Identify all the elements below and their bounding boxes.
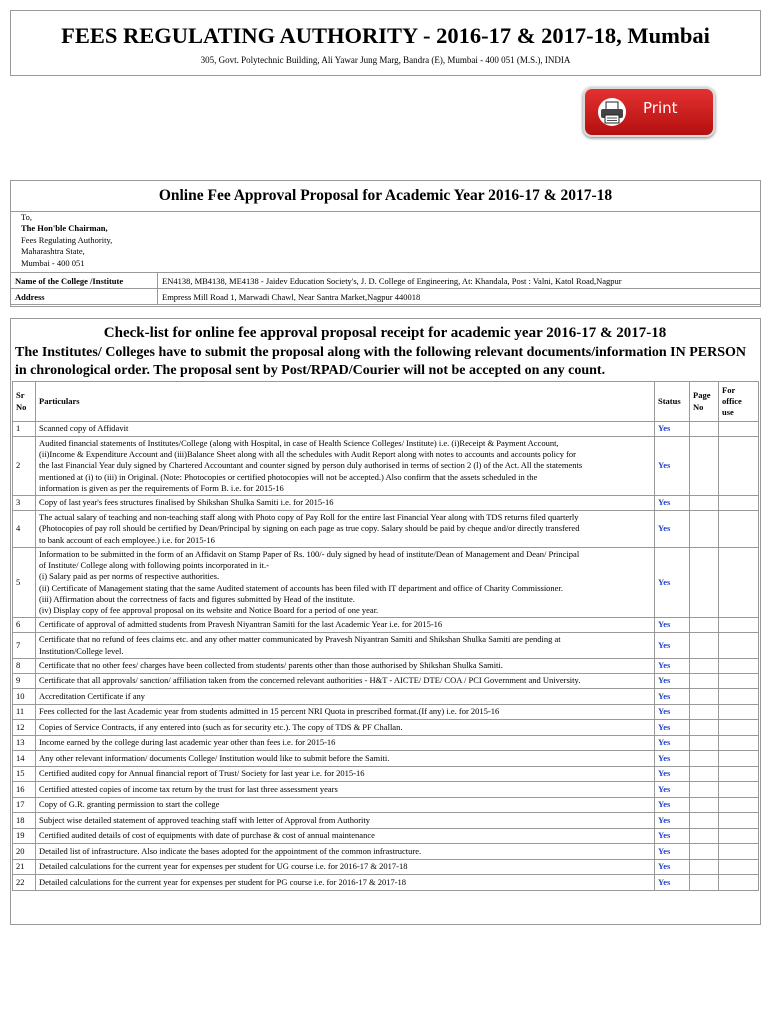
row-sr: 3 xyxy=(13,496,36,511)
addressee-line: Fees Regulating Authority, xyxy=(21,234,113,245)
header-status: Status xyxy=(655,382,690,422)
row-sr: 4 xyxy=(13,511,36,548)
row-page-no xyxy=(690,704,719,720)
row-status: Yes xyxy=(655,782,690,798)
row-status: Yes xyxy=(655,618,690,633)
row-office-use xyxy=(719,735,759,751)
row-sr: 16 xyxy=(13,782,36,798)
row-sr: 14 xyxy=(13,751,36,767)
row-status: Yes xyxy=(655,720,690,736)
row-office-use xyxy=(719,674,759,689)
row-page-no xyxy=(690,766,719,782)
print-label: Print xyxy=(643,99,678,117)
row-office-use xyxy=(719,828,759,844)
row-page-no xyxy=(690,618,719,633)
checklist-title: Check-list for online fee approval proposal receipt for academic year 2016-17 & 2017-18 xyxy=(103,325,667,341)
row-sr: 17 xyxy=(13,797,36,813)
table-row xyxy=(13,689,759,705)
row-sr: 22 xyxy=(13,875,36,891)
divider xyxy=(11,211,760,212)
row-particulars: Copies of Service Contracts, if any entered into (such as for security etc.). The copy of TDS & PF Challan. xyxy=(36,720,655,736)
table-row xyxy=(13,782,759,798)
row-page-no xyxy=(690,813,719,829)
row-sr: 8 xyxy=(13,659,36,674)
row-page-no xyxy=(690,735,719,751)
row-particulars: Detailed calculations for the current year for expenses per student for PG course i.e. for 2016-17 & 2017-18 xyxy=(36,875,655,891)
row-status: Yes xyxy=(655,548,690,618)
row-particulars: Audited financial statements of Institutes/College (along with Hospital, in case of Health Science Colleges/ Institute) i.e. (i)Receipt & Payment Account, (ii)Income & Expenditure Account and (iii)Balance Sheet along with all the schedules with Audit Report along with notes to accounts and accounts policy for the last Financial Year duly signed by Chartered Accountant and counter signed by person duly authorised in terms of section 2 (l) of the Act. All the statements mentioned at (i) to (iii) in Original. (Note: Photocopies or certified photocopies will not be accepted.) Also confirm that the assets scheduled in the information is given as per the requirements of Form B. i.e. for 2015-16 xyxy=(36,437,655,496)
row-sr: 18 xyxy=(13,813,36,829)
header-particulars: Particulars xyxy=(36,382,655,422)
row-page-no xyxy=(690,496,719,511)
row-sr: 15 xyxy=(13,766,36,782)
row-office-use xyxy=(719,496,759,511)
row-sr: 21 xyxy=(13,859,36,875)
row-status: Yes xyxy=(655,659,690,674)
row-office-use xyxy=(719,633,759,659)
row-status: Yes xyxy=(655,496,690,511)
table-row xyxy=(13,844,759,860)
table-row xyxy=(13,813,759,829)
row-particulars: Certified audited copy for Annual financial report of Trust/ Society for last year i.e. for 2015-16 xyxy=(36,766,655,782)
row-sr: 20 xyxy=(13,844,36,860)
table-row xyxy=(13,751,759,767)
college-value: EN4138, MB4138, ME4138 - Jaidev Education Society's, J. D. College of Engineering, At: Khandala, Post : Valni, Katol Road,Nagpur xyxy=(158,273,761,289)
row-office-use xyxy=(719,704,759,720)
row-status: Yes xyxy=(655,766,690,782)
row-page-no xyxy=(690,782,719,798)
table-row xyxy=(13,674,759,689)
addressee-block xyxy=(21,212,112,269)
row-particulars: Information to be submitted in the form of an Affidavit on Stamp Paper of Rs. 100/- duly signed by head of institute/Dean of Management and Dean/ Principal of Institute/ College along with following points incorporated in it.- (i) Salary paid as per norms of respective authorities. (ii) Certificate of Management stating that the same Audited statement of accounts has been filed with IT department and office of Charity Commissioner. (iii) Affirmation about the correctness of facts and figures submitted by Head of the institute. (iv) Display copy of fee approval proposal on its website and Notice Board for a period of one year. xyxy=(36,548,655,618)
row-office-use xyxy=(719,422,759,437)
row-status: Yes xyxy=(655,735,690,751)
address-row xyxy=(11,289,761,305)
row-office-use xyxy=(719,689,759,705)
table-row xyxy=(13,422,759,437)
table-row xyxy=(13,437,759,496)
row-particulars: Certificate that no other fees/ charges have been collected from students/ parents other than those authorised by Shikshan Shulka Samiti. xyxy=(36,659,655,674)
row-particulars: Certificate that all approvals/ sanction/ affiliation taken from the concerned relevant authorities - H&T - AICTE/ DTE/ COA / PCI Government and University. xyxy=(36,674,655,689)
table-row xyxy=(13,797,759,813)
row-particulars: Detailed calculations for the current year for expenses per student for UG course i.e. for 2016-17 & 2017-18 xyxy=(36,859,655,875)
header-sr: Sr No xyxy=(13,382,36,422)
bottom-divider xyxy=(10,924,761,925)
header-office: For office use xyxy=(719,382,759,422)
header-box xyxy=(10,10,761,76)
row-particulars: Certificate that no refund of fees claims etc. and any other matter communicated by Pravesh Niyantran Samiti and Shikshan Shulka Samiti are pending at Institution/College level. xyxy=(36,633,655,659)
row-particulars: Certificate of approval of admitted students from Pravesh Niyantran Samiti for the last Academic Year i.e. for 2015-16 xyxy=(36,618,655,633)
row-particulars: Fees collected for the last Academic year from students admitted in 15 percent NRI Quota in prescribed format.(If any) i.e. for 2015-16 xyxy=(36,704,655,720)
college-label: Name of the College /Institute xyxy=(11,273,158,289)
table-row xyxy=(13,659,759,674)
table-row xyxy=(13,735,759,751)
row-particulars: Subject wise detailed statement of approved teaching staff with letter of Approval from Authority xyxy=(36,813,655,829)
address-value: Empress Mill Road 1, Marwadi Chawl, Near Santra Market,Nagpur 440018 xyxy=(158,289,761,305)
table-row xyxy=(13,633,759,659)
row-office-use xyxy=(719,813,759,829)
table-row xyxy=(13,496,759,511)
row-office-use xyxy=(719,511,759,548)
proposal-title: Online Fee Approval Proposal for Academic Year 2016-17 & 2017-18 xyxy=(158,187,613,204)
row-page-no xyxy=(690,674,719,689)
row-office-use xyxy=(719,659,759,674)
row-sr: 9 xyxy=(13,674,36,689)
row-sr: 12 xyxy=(13,720,36,736)
row-page-no xyxy=(690,659,719,674)
checklist-table xyxy=(12,381,759,891)
row-sr: 6 xyxy=(13,618,36,633)
row-office-use xyxy=(719,859,759,875)
row-office-use xyxy=(719,797,759,813)
row-sr: 2 xyxy=(13,437,36,496)
row-sr: 5 xyxy=(13,548,36,618)
row-status: Yes xyxy=(655,437,690,496)
table-row xyxy=(13,859,759,875)
row-page-no xyxy=(690,751,719,767)
address-label: Address xyxy=(11,289,158,305)
row-sr: 13 xyxy=(13,735,36,751)
row-page-no xyxy=(690,548,719,618)
checklist-body xyxy=(13,422,759,891)
row-page-no xyxy=(690,828,719,844)
addressee-line: Mumbai - 400 051 xyxy=(21,257,85,268)
row-page-no xyxy=(690,422,719,437)
print-button[interactable] xyxy=(583,87,715,137)
row-office-use xyxy=(719,875,759,891)
row-status: Yes xyxy=(655,633,690,659)
checklist-header-row xyxy=(13,382,759,422)
row-office-use xyxy=(719,751,759,767)
row-particulars: Copy of last year's fees structures finalised by Shikshan Shulka Samiti i.e. for 2015-16 xyxy=(36,496,655,511)
table-row xyxy=(13,828,759,844)
row-sr: 7 xyxy=(13,633,36,659)
row-office-use xyxy=(719,844,759,860)
row-particulars: Scanned copy of Affidavit xyxy=(36,422,655,437)
addressee-line: Maharashtra State, xyxy=(21,246,85,257)
row-sr: 10 xyxy=(13,689,36,705)
row-office-use xyxy=(719,720,759,736)
row-particulars: Copy of G.R. granting permission to start the college xyxy=(36,797,655,813)
row-status: Yes xyxy=(655,674,690,689)
page-title: FEES REGULATING AUTHORITY - 2016-17 & 2017-18, Mumbai xyxy=(61,23,710,48)
row-status: Yes xyxy=(655,422,690,437)
row-status: Yes xyxy=(655,797,690,813)
row-status: Yes xyxy=(655,689,690,705)
row-page-no xyxy=(690,720,719,736)
row-page-no xyxy=(690,437,719,496)
row-status: Yes xyxy=(655,859,690,875)
printer-icon xyxy=(597,98,627,126)
addressee-line: To, xyxy=(21,212,32,222)
addressee-line: The Hon'ble Chairman, xyxy=(21,223,108,234)
table-row xyxy=(13,720,759,736)
table-row xyxy=(13,766,759,782)
row-page-no xyxy=(690,859,719,875)
table-row xyxy=(13,548,759,618)
row-office-use xyxy=(719,548,759,618)
table-row xyxy=(13,511,759,548)
row-page-no xyxy=(690,689,719,705)
row-particulars: Income earned by the college during last academic year other than fees i.e. for 2015-16 xyxy=(36,735,655,751)
row-status: Yes xyxy=(655,875,690,891)
row-particulars: Certified attested copies of income tax return by the trust for last three assessment years xyxy=(36,782,655,798)
row-particulars: Accreditation Certificate if any xyxy=(36,689,655,705)
row-status: Yes xyxy=(655,511,690,548)
table-row xyxy=(13,618,759,633)
header-page: Page No xyxy=(690,382,719,422)
row-page-no xyxy=(690,797,719,813)
authority-address: 305, Govt. Polytechnic Building, Ali Yawar Jung Marg, Bandra (E), Mumbai - 400 051 (M.S.), INDIA xyxy=(200,55,571,65)
row-page-no xyxy=(690,511,719,548)
row-particulars: The actual salary of teaching and non-teaching staff along with Photo copy of Pay Roll for the entire last Financial Year along with TDS returns filed quarterly (Photocopies of pay roll should be certified by Dean/Principal by signing on each page as true copy. Salary should be paid by cheque and/or directly transfered to bank account of each employee.) i.e. for 2015-16 xyxy=(36,511,655,548)
row-sr: 19 xyxy=(13,828,36,844)
row-particulars: Certified audited details of cost of equipments with date of purchase & cost of annual maintenance xyxy=(36,828,655,844)
table-row xyxy=(13,704,759,720)
row-particulars: Any other relevant information/ documents College/ Institution would like to submit before the Samiti. xyxy=(36,751,655,767)
row-particulars: Detailed list of infrastructure. Also indicate the bases adopted for the appointment of the common infrastructure. xyxy=(36,844,655,860)
row-page-no xyxy=(690,875,719,891)
row-page-no xyxy=(690,844,719,860)
row-office-use xyxy=(719,618,759,633)
row-office-use xyxy=(719,437,759,496)
college-row xyxy=(11,273,761,289)
table-row xyxy=(13,875,759,891)
row-status: Yes xyxy=(655,844,690,860)
row-office-use xyxy=(719,782,759,798)
checklist-intro: The Institutes/ Colleges have to submit the proposal along with the following relevant documents/information IN PERSON in chronological order. The proposal sent by Post/RPAD/Courier will not be accepted on any count. xyxy=(15,345,747,378)
college-info-table xyxy=(10,272,761,305)
row-sr: 11 xyxy=(13,704,36,720)
row-office-use xyxy=(719,766,759,782)
row-sr: 1 xyxy=(13,422,36,437)
row-status: Yes xyxy=(655,813,690,829)
row-status: Yes xyxy=(655,828,690,844)
row-page-no xyxy=(690,633,719,659)
row-status: Yes xyxy=(655,704,690,720)
row-status: Yes xyxy=(655,751,690,767)
